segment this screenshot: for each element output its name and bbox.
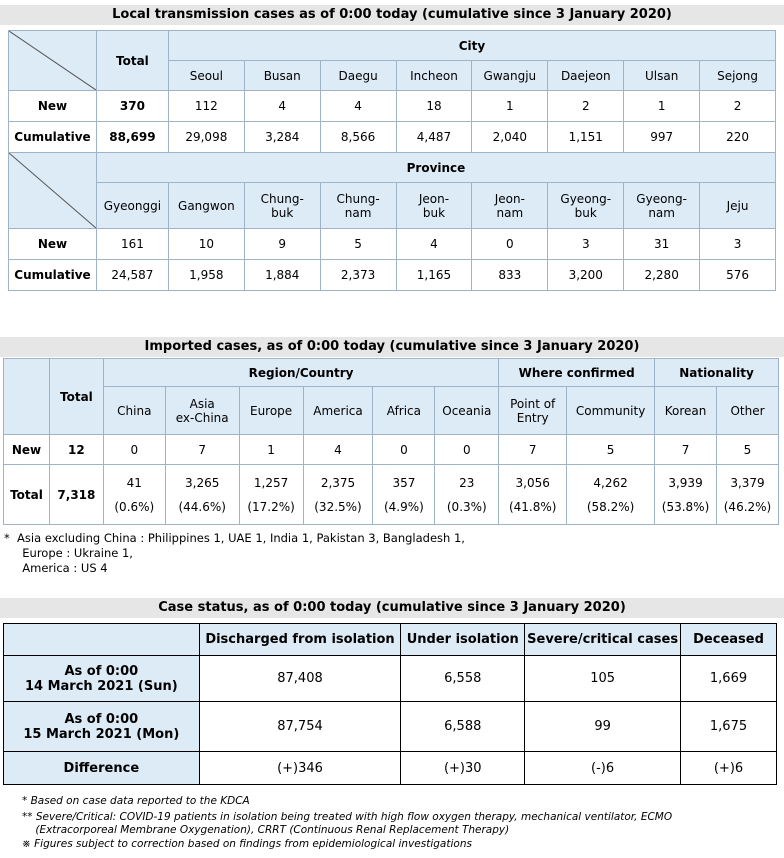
- status-column-header: Severe/critical cases: [525, 624, 681, 656]
- where-confirmed-header: Where confirmed: [499, 359, 655, 387]
- footnote: (Extracorporeal Membrane Oxygenation), CRRT (Continuous Renal Replacement Therapy): [22, 824, 510, 836]
- imported-column-header: China: [103, 387, 165, 435]
- province-new-value: 9: [244, 229, 320, 260]
- province-cum-value: 833: [472, 260, 548, 291]
- city-header: City: [168, 31, 775, 61]
- note-line: America : US 4: [4, 561, 108, 575]
- footnote: ※ Figures subject to correction based on findings from epidemiological investigations: [22, 838, 472, 850]
- city-cum-value: 29,098: [168, 122, 244, 153]
- city-new-value: 112: [168, 91, 244, 122]
- imported-column-header: America: [303, 387, 373, 435]
- province-cum-value: 2,280: [624, 260, 700, 291]
- province-cum-value: 24,587: [96, 260, 168, 291]
- nationality-header: Nationality: [655, 359, 779, 387]
- city-new-value: 4: [244, 91, 320, 122]
- difference-label: Difference: [4, 752, 200, 785]
- status-corner: [4, 624, 200, 656]
- status-title: Case status, as of 0:00 today (cumulative since 3 January 2020): [0, 598, 784, 618]
- city-name: Daegu: [320, 61, 396, 91]
- note-line: Europe : Ukraine 1,: [4, 546, 133, 560]
- imported-new-value: 7: [655, 435, 717, 465]
- row-label-total: Total: [4, 465, 50, 525]
- province-name: Gyeong- buk: [548, 183, 624, 229]
- province-cum-value: 2,373: [320, 260, 396, 291]
- status-row-label: As of 0:00 15 March 2021 (Mon): [4, 702, 200, 752]
- province-name: Gangwon: [168, 183, 244, 229]
- row-label-new: New: [9, 91, 97, 122]
- local-total-new: 370: [96, 91, 168, 122]
- province-cum-value: 1,884: [244, 260, 320, 291]
- city-cum-value: 2,040: [472, 122, 548, 153]
- city-new-value: 1: [624, 91, 700, 122]
- status-row-label: As of 0:00 14 March 2021 (Sun): [4, 656, 200, 702]
- row-label-cumulative: Cumulative: [9, 122, 97, 153]
- status-column-header: Discharged from isolation: [199, 624, 401, 656]
- imported-total-value: 357 (4.9%): [373, 465, 435, 525]
- province-name: Chung- nam: [320, 183, 396, 229]
- row-label-new: New: [4, 435, 50, 465]
- imported-total-value: 4,262 (58.2%): [567, 465, 655, 525]
- imported-title: Imported cases, as of 0:00 today (cumulative since 3 January 2020): [0, 337, 784, 357]
- city-cum-value: 3,284: [244, 122, 320, 153]
- imported-total-value: 3,056 (41.8%): [499, 465, 567, 525]
- imported-total-value: 1,257 (17.2%): [239, 465, 303, 525]
- difference-value: (+)30: [401, 752, 525, 785]
- imported-table: [3, 358, 779, 525]
- province-cum-value: 1,958: [168, 260, 244, 291]
- imported-new-value: 1: [239, 435, 303, 465]
- city-name: Incheon: [396, 61, 472, 91]
- city-name: Gwangju: [472, 61, 548, 91]
- imported-total-value: 3,939 (53.8%): [655, 465, 717, 525]
- diagonal-cell: [9, 153, 97, 229]
- imported-corner: [4, 359, 50, 435]
- imported-column-header: Korean: [655, 387, 717, 435]
- city-new-value: 4: [320, 91, 396, 122]
- imported-new-total: 12: [49, 435, 103, 465]
- city-cum-value: 997: [624, 122, 700, 153]
- imported-column-header: Other: [716, 387, 778, 435]
- province-header: Province: [96, 153, 775, 183]
- status-value: 87,408: [199, 656, 401, 702]
- status-column-header: Deceased: [681, 624, 777, 656]
- city-cum-value: 220: [700, 122, 776, 153]
- city-name: Sejong: [700, 61, 776, 91]
- city-cum-value: 4,487: [396, 122, 472, 153]
- province-cum-value: 3,200: [548, 260, 624, 291]
- imported-new-value: 7: [499, 435, 567, 465]
- imported-total-header: Total: [49, 359, 103, 435]
- difference-value: (+)6: [681, 752, 777, 785]
- province-cum-value: 576: [700, 260, 776, 291]
- city-new-value: 1: [472, 91, 548, 122]
- imported-column-header: Oceania: [435, 387, 499, 435]
- imported-new-value: 5: [567, 435, 655, 465]
- status-value: 1,675: [681, 702, 777, 752]
- imported-new-value: 0: [103, 435, 165, 465]
- local-total-cum: 88,699: [96, 122, 168, 153]
- imported-column-header: Asia ex-China: [165, 387, 239, 435]
- city-new-value: 18: [396, 91, 472, 122]
- province-name: Jeon- buk: [396, 183, 472, 229]
- imported-column-header: Africa: [373, 387, 435, 435]
- city-name: Seoul: [168, 61, 244, 91]
- status-value: 6,558: [401, 656, 525, 702]
- status-column-header: Under isolation: [401, 624, 525, 656]
- province-new-value: 3: [548, 229, 624, 260]
- local-title: Local transmission cases as of 0:00 today (cumulative since 3 January 2020): [0, 5, 784, 25]
- local-table: [8, 30, 776, 291]
- status-value: 87,754: [199, 702, 401, 752]
- imported-total-total: 7,318: [49, 465, 103, 525]
- city-cum-value: 1,151: [548, 122, 624, 153]
- province-name: Gyeong- nam: [624, 183, 700, 229]
- imported-total-value: 3,265 (44.6%): [165, 465, 239, 525]
- status-value: 6,588: [401, 702, 525, 752]
- row-label-cumulative: Cumulative: [9, 260, 97, 291]
- imported-total-value: 41 (0.6%): [103, 465, 165, 525]
- imported-column-header: Europe: [239, 387, 303, 435]
- imported-new-value: 0: [435, 435, 499, 465]
- imported-column-header: Community: [567, 387, 655, 435]
- city-new-value: 2: [700, 91, 776, 122]
- province-new-value: 10: [168, 229, 244, 260]
- province-name: Jeju: [700, 183, 776, 229]
- city-name: Daejeon: [548, 61, 624, 91]
- province-name: Jeon- nam: [472, 183, 548, 229]
- province-new-value: 3: [700, 229, 776, 260]
- imported-note: [4, 531, 465, 576]
- city-name: Ulsan: [624, 61, 700, 91]
- imported-total-value: 3,379 (46.2%): [716, 465, 778, 525]
- footnote: * Based on case data reported to the KDCA: [22, 795, 250, 807]
- province-name: Gyeonggi: [96, 183, 168, 229]
- city-cum-value: 8,566: [320, 122, 396, 153]
- imported-total-value: 23 (0.3%): [435, 465, 499, 525]
- province-cum-value: 1,165: [396, 260, 472, 291]
- status-value: 105: [525, 656, 681, 702]
- city-new-value: 2: [548, 91, 624, 122]
- difference-value: (-)6: [525, 752, 681, 785]
- local-total-header: Total: [96, 31, 168, 91]
- status-value: 99: [525, 702, 681, 752]
- province-name: Chung- buk: [244, 183, 320, 229]
- row-label-new: New: [9, 229, 97, 260]
- imported-new-value: 7: [165, 435, 239, 465]
- diagonal-cell: [9, 31, 97, 91]
- imported-new-value: 0: [373, 435, 435, 465]
- province-new-value: 161: [96, 229, 168, 260]
- imported-column-header: Point of Entry: [499, 387, 567, 435]
- status-table: [3, 623, 777, 785]
- city-name: Busan: [244, 61, 320, 91]
- imported-new-value: 5: [716, 435, 778, 465]
- status-value: 1,669: [681, 656, 777, 702]
- province-new-value: 0: [472, 229, 548, 260]
- province-new-value: 31: [624, 229, 700, 260]
- imported-new-value: 4: [303, 435, 373, 465]
- province-new-value: 5: [320, 229, 396, 260]
- imported-total-value: 2,375 (32.5%): [303, 465, 373, 525]
- note-line: * Asia excluding China : Philippines 1, UAE 1, India 1, Pakistan 3, Bangladesh 1,: [4, 531, 465, 545]
- footnote: ** Severe/Critical: COVID-19 patients in isolation being treated with high flow oxygen therapy, mechanical ventilator, ECMO: [22, 811, 673, 823]
- region-header: Region/Country: [103, 359, 498, 387]
- province-new-value: 4: [396, 229, 472, 260]
- difference-value: (+)346: [199, 752, 401, 785]
